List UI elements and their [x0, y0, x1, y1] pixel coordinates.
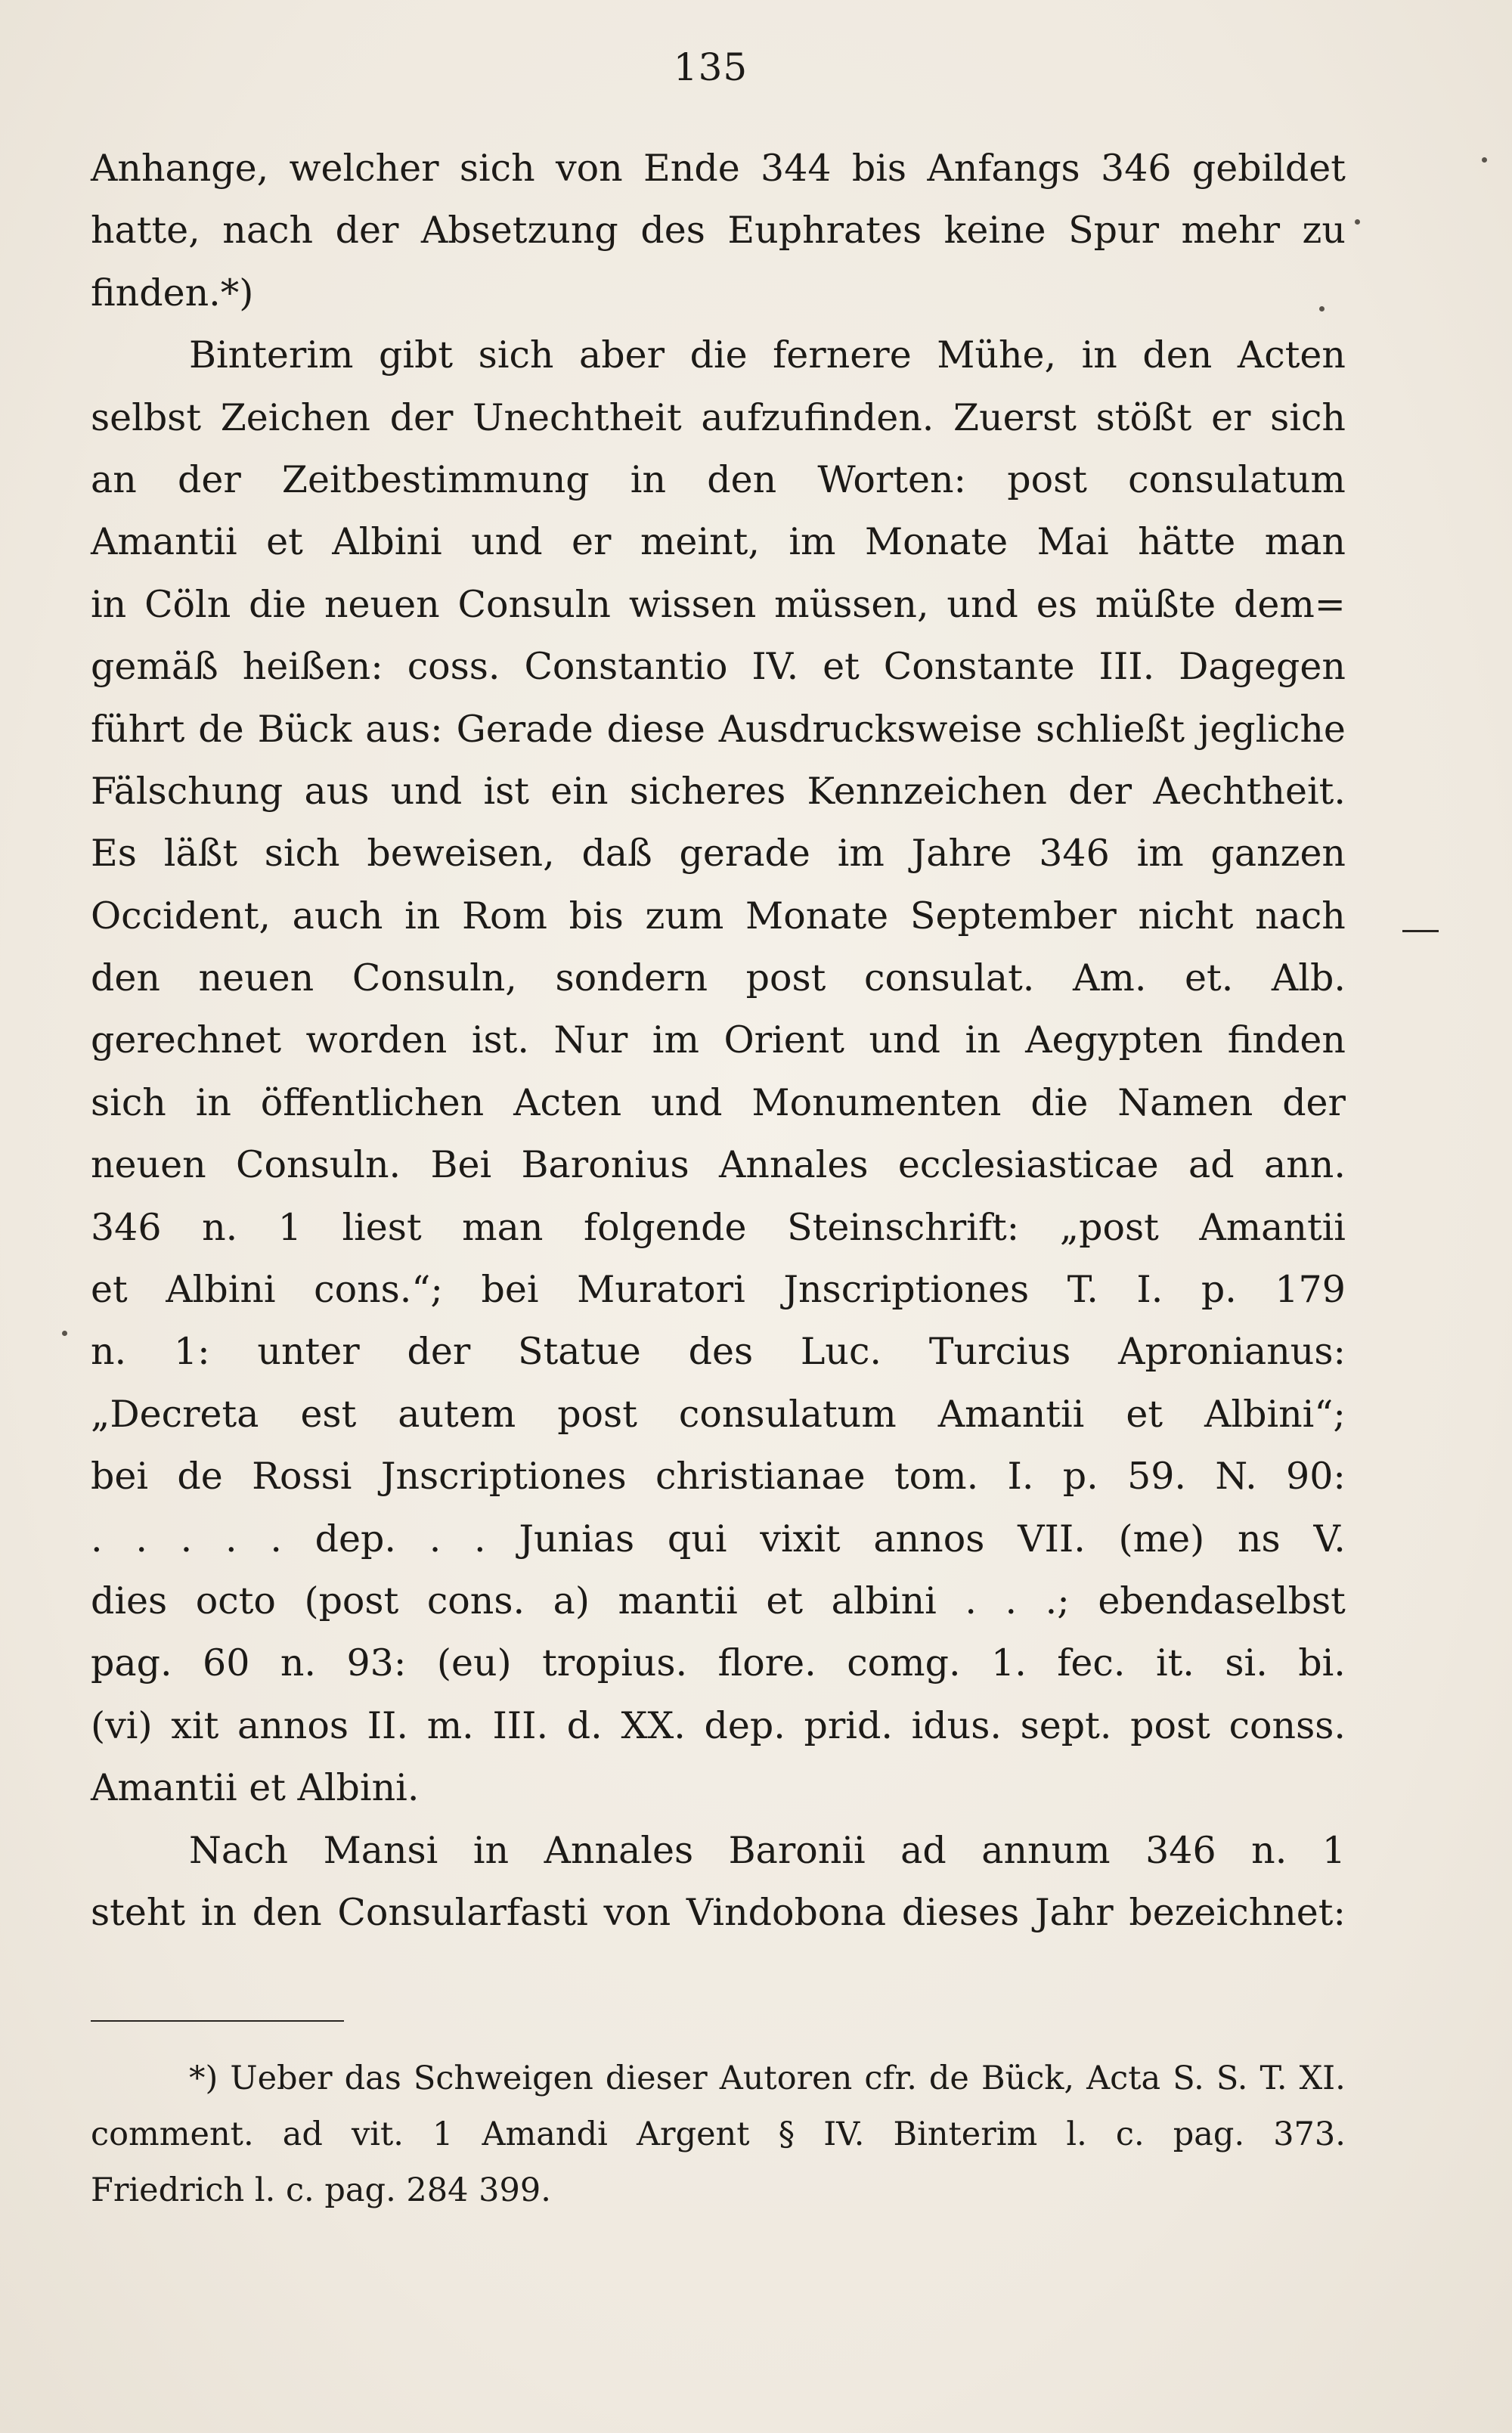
page-number: 135 [673, 45, 748, 89]
text-line: Amantii et Albini und er meint, im Monate Mai hätte man [91, 520, 1346, 564]
text-line: an der Zeitbestimmung in den Worten: post consulatum [91, 457, 1346, 501]
text-line: gerechnet worden ist. Nur im Orient und in Aegypten finden [91, 1018, 1346, 1062]
text-line: . . . . . dep. . . Junias qui vixit annos VII. (me) ns V. [91, 1517, 1346, 1561]
text-line: Anhange, welcher sich von Ende 344 bis Anfangs 346 gebildet [91, 147, 1346, 190]
paper-speck [1482, 157, 1487, 163]
paper-speck [1355, 219, 1360, 225]
text-line: et Albini cons.“; bei Muratori Jnscriptiones T. I. p. 179 [91, 1268, 1346, 1312]
text-line: den neuen Consuln, sondern post consulat. Am. et. Alb. [91, 956, 1346, 1000]
text-line: hatte, nach der Absetzung des Euphrates keine Spur mehr zu [91, 209, 1346, 253]
paper-speck [62, 1331, 67, 1336]
text-line: bei de Rossi Jnscriptiones christianae tom. I. p. 59. N. 90: [91, 1455, 1346, 1499]
text-line: sich in öffentlichen Acten und Monumenten die Namen der [91, 1080, 1346, 1124]
text-line: Es läßt sich beweisen, daß gerade im Jahre 346 im ganzen [91, 832, 1346, 876]
text-line: selbst Zeichen der Unechtheit aufzufinden. Zuerst stößt er sich [91, 395, 1346, 439]
footnotes [91, 2050, 1346, 2218]
text-line: neuen Consuln. Bei Baronius Annales ecclesiasticae ad ann. [91, 1143, 1346, 1187]
margin-mark [1402, 930, 1439, 932]
paper-speck [1319, 306, 1325, 311]
text-line: gemäß heißen: coss. Constantio IV. et Constante III. Dagegen [91, 645, 1346, 689]
footnote-rule [91, 2020, 344, 2022]
text-line: führt de Bück aus: Gerade diese Ausdrucksweise schließt jegliche [91, 707, 1346, 751]
text-line: Occident, auch in Rom bis zum Monate September nicht nach [91, 894, 1346, 938]
text-line: Nach Mansi in Annales Baronii ad annum 346 n. 1 [189, 1828, 1346, 1872]
text-line: 346 n. 1 liest man folgende Steinschrift: „post Amantii [91, 1205, 1346, 1249]
text-line: dies octo (post cons. a) mantii et albini . . .; ebendaselbst [91, 1579, 1346, 1623]
text-line: (vi) xit annos II. m. III. d. XX. dep. prid. idus. sept. post conss. [91, 1703, 1346, 1747]
text-line: pag. 60 n. 93: (eu) tropius. flore. comg. 1. fec. it. si. bi. [91, 1641, 1346, 1685]
text-line: in Cöln die neuen Consuln wissen müssen, und es müßte dem= [91, 582, 1346, 626]
body-text [91, 138, 1346, 1944]
footnote-line: *) Ueber das Schweigen dieser Autoren cfr. de Bück, Acta S. S. T. XI. [189, 2060, 1346, 2097]
text-line: steht in den Consularfasti von Vindobona dieses Jahr bezeichnet: [91, 1890, 1346, 1934]
text-line: „Decreta est autem post consulatum Amantii et Albini“; [91, 1392, 1346, 1436]
text-line: Fälschung aus und ist ein sicheres Kennzeichen der Aechtheit. [91, 769, 1346, 813]
text-line: finden.*) [91, 271, 254, 315]
footnote-line: comment. ad vit. 1 Amandi Argent § IV. Binterim l. c. pag. 373. [91, 2115, 1346, 2153]
footnote-line: Friedrich l. c. pag. 284 399. [91, 2171, 551, 2209]
text-line: n. 1: unter der Statue des Luc. Turcius Apronianus: [91, 1330, 1346, 1374]
text-line: Amantii et Albini. [91, 1766, 420, 1810]
text-line: Binterim gibt sich aber die fernere Mühe, in den Acten [189, 333, 1346, 377]
